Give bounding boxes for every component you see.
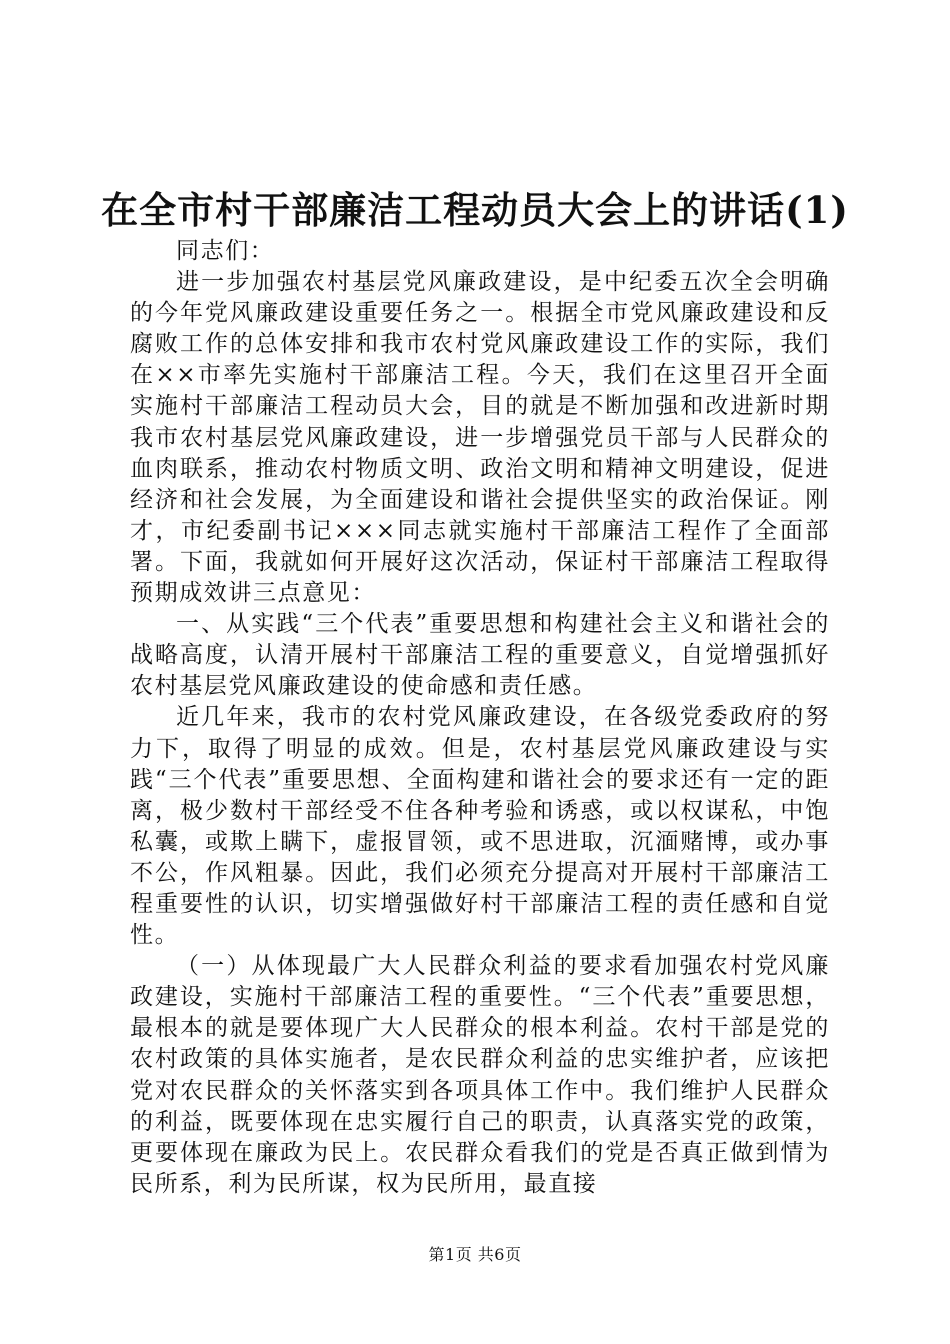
body-paragraph: 一、从实践“三个代表”重要思想和构建社会主义和谐社会的战略高度，认清开展村干部廉洁工程的重要意义，自觉增强抓好农村基层党风廉政建设的使命感和责任感。: [130, 611, 830, 700]
document-title: 在全市村干部廉洁工程动员大会上的讲话(1): [101, 188, 849, 232]
salutation-paragraph: 同志们：: [176, 238, 275, 264]
body-paragraph: （一）从体现最广大人民群众利益的要求看加强农村党风廉政建设，实施村干部廉洁工程的重要性。“三个代表”重要思想，最根本的就是要体现广大人民群众的根本利益。农村干部是党的农村政策的具体实施者，是农民群众利益的忠实维护者，应该把党对农民群众的关怀落实到各项具体工作中。我们维护人民群众的利益，既要体现在忠实履行自己的职责，认真落实党的政策，更要体现在廉政为民上。农民群众看我们的党是否真正做到情为民所系，利为民所谋，权为民所用，最直接: [130, 953, 830, 1197]
document-body: [130, 236, 830, 1200]
body-paragraph: 进一步加强农村基层党风廉政建设，是中纪委五次全会明确的今年党风廉政建设重要任务之一。根据全市党风廉政建设和反腐败工作的总体安排和我市农村党风廉政建设工作的实际，我们在××市率先实施村干部廉洁工程。今天，我们在这里召开全面实施村干部廉洁工程动员大会，目的就是不断加强和改进新时期我市农村基层党风廉政建设，进一步增强党员干部与人民群众的血肉联系，推动农村物质文明、政治文明和精神文明建设，促进经济和社会发展，为全面建设和谐社会提供坚实的政治保证。刚才，市纪委副书记×××同志就实施村干部廉洁工程作了全面部署。下面，我就如何开展好这次活动，保证村干部廉洁工程取得预期成效讲三点意见：: [130, 269, 830, 607]
page-footer: 第1页 共6页: [428, 1245, 522, 1264]
body-paragraph: 近几年来，我市的农村党风廉政建设，在各级党委政府的努力下，取得了明显的成效。但是，农村基层党风廉政建设与实践“三个代表”重要思想、全面构建和谐社会的要求还有一定的距离，极少数村干部经受不住各种考验和诱惑，或以权谋私，中饱私囊，或欺上瞒下，虚报冒领，或不思进取，沉湎赌博，或办事不公，作风粗暴。因此，我们必须充分提高对开展村干部廉洁工程重要性的认识，切实增强做好村干部廉洁工程的责任感和自觉性。: [130, 704, 830, 949]
